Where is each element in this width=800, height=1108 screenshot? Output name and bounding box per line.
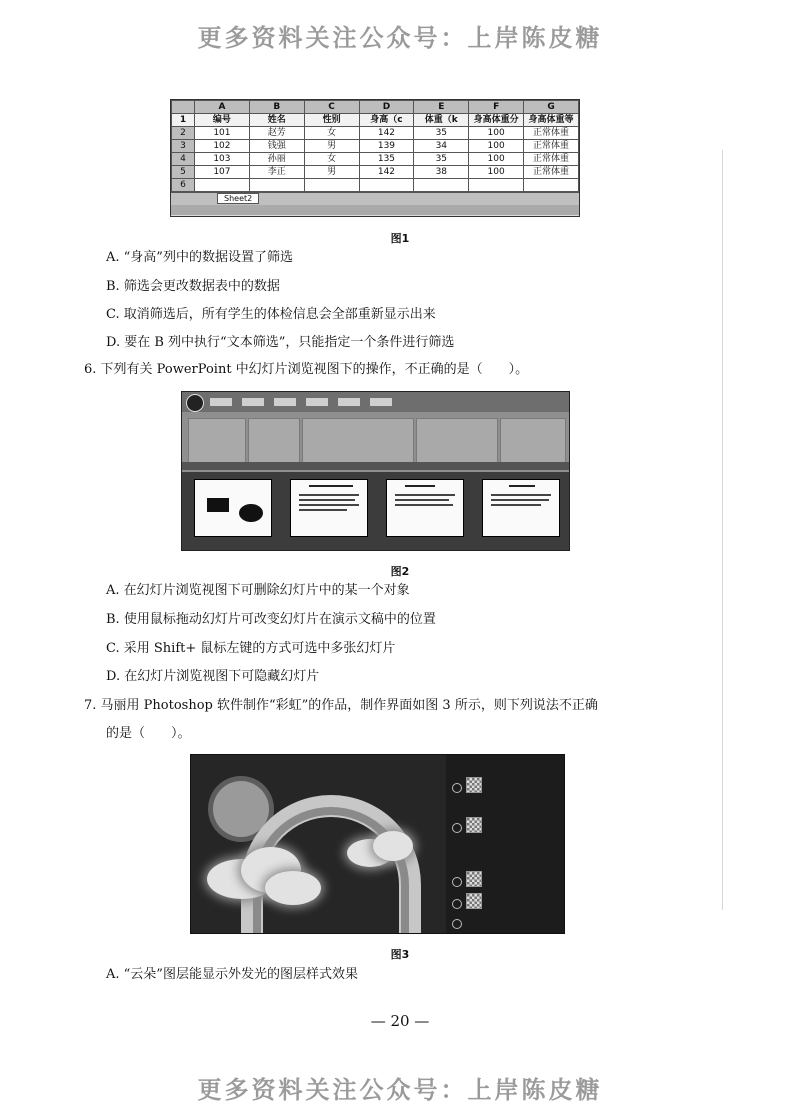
table-row [172, 179, 579, 192]
table-cell: 107 [195, 166, 250, 179]
slide-text-line [491, 494, 551, 496]
eye-icon [452, 877, 462, 887]
figure-3-photoshop [190, 754, 565, 934]
slide-title-line [405, 485, 435, 487]
table-cell: 35 [414, 127, 469, 140]
row-number: 4 [172, 153, 195, 166]
table-cell: 100 [469, 166, 524, 179]
column-header: D [359, 101, 414, 114]
watermark-top: 更多资料关注公众号：上岸陈皮糖 [197, 24, 603, 52]
table-cell: 101 [195, 127, 250, 140]
header-cell: 编号 [195, 114, 250, 127]
figure-2-caption: 图2 [390, 565, 410, 578]
table-cell [414, 179, 469, 192]
table-cell: 34 [414, 140, 469, 153]
table-cell: 李正 [249, 166, 304, 179]
table-cell: 孙丽 [249, 153, 304, 166]
corner-cell [172, 101, 195, 114]
table-cell [359, 179, 414, 192]
slide-text-line [395, 494, 455, 496]
table-cell: 38 [414, 166, 469, 179]
table-cell: 102 [195, 140, 250, 153]
q6-option-c: C. 采用 Shift+ 鼠标左键的方式可选中多张幻灯片 [106, 641, 396, 656]
layer-thumbnail [466, 893, 482, 909]
table-cell: 100 [469, 140, 524, 153]
rectangle-shape [207, 498, 229, 512]
figure-1-spreadsheet [170, 99, 580, 217]
layer-thumbnail [466, 817, 482, 833]
menu-bar [182, 392, 569, 412]
slide-text-line [491, 504, 541, 506]
spreadsheet-table [171, 100, 579, 192]
layers-panel [446, 755, 565, 934]
figure-3-caption: 图3 [390, 948, 410, 961]
table-cell: 正常体重 [524, 153, 579, 166]
table-cell: 135 [359, 153, 414, 166]
slide-text-line [299, 499, 355, 501]
slide-text-line [299, 494, 359, 496]
watermark-bottom: 更多资料关注公众号：上岸陈皮糖 [197, 1076, 603, 1104]
column-header: C [304, 101, 359, 114]
table-row [172, 127, 579, 140]
sheet-tab-active: Sheet2 [217, 193, 259, 204]
layer-thumbnail [466, 871, 482, 887]
column-header: F [469, 101, 524, 114]
row-number: 6 [172, 179, 195, 192]
header-cell: 姓名 [249, 114, 304, 127]
slide-thumbnail-3 [386, 479, 464, 537]
table-row [172, 140, 579, 153]
slide-text-line [299, 509, 347, 511]
q6-option-d: D. 在幻灯片浏览视图下可隐藏幻灯片 [106, 669, 320, 684]
q7-option-a: A. “云朵”图层能显示外发光的图层样式效果 [106, 967, 358, 982]
ribbon-group [500, 418, 566, 464]
q6-option-a: A. 在幻灯片浏览视图下可删除幻灯片中的某一个对象 [106, 583, 410, 598]
q7-stem-line-1: 7. 马丽用 Photoshop 软件制作“彩虹”的作品，制作界面如图 3 所示，则下列说法不正确 [84, 698, 598, 713]
page-number: — 20 — [370, 1012, 430, 1030]
spreadsheet-status-bar [171, 205, 579, 215]
table-cell: 100 [469, 153, 524, 166]
eye-icon [452, 823, 462, 833]
row-number: 5 [172, 166, 195, 179]
q5-option-c: C. 取消筛选后，所有学生的体检信息会全部重新显示出来 [106, 307, 436, 322]
column-header-row [172, 101, 579, 114]
table-cell: 正常体重 [524, 140, 579, 153]
header-cell: 体重（k [414, 114, 469, 127]
margin-rule [722, 150, 723, 910]
header-cell: 身高体重分 [469, 114, 524, 127]
office-button-icon [186, 394, 204, 412]
table-cell [195, 179, 250, 192]
slide-thumbnail-1 [194, 479, 272, 537]
table-cell: 139 [359, 140, 414, 153]
layer-thumbnail [466, 777, 482, 793]
menu-tab [338, 398, 360, 406]
q6-option-b: B. 使用鼠标拖动幻灯片可改变幻灯片在演示文稿中的位置 [106, 612, 436, 627]
table-cell: 赵芳 [249, 127, 304, 140]
header-cell: 性别 [304, 114, 359, 127]
column-header: G [524, 101, 579, 114]
sheet-tabs [171, 192, 579, 205]
table-cell [304, 179, 359, 192]
column-header: B [249, 101, 304, 114]
ribbon [182, 392, 569, 472]
table-cell: 钱强 [249, 140, 304, 153]
figure-1-caption: 图1 [390, 232, 410, 245]
q5-option-d: D. 要在 B 列中执行“文本筛选”，只能指定一个条件进行筛选 [106, 335, 455, 350]
ribbon-group [416, 418, 498, 464]
eye-icon [452, 899, 462, 909]
table-cell [249, 179, 304, 192]
table-cell: 正常体重 [524, 127, 579, 140]
table-cell: 103 [195, 153, 250, 166]
table-cell: 男 [304, 166, 359, 179]
menu-tab [210, 398, 232, 406]
ellipse-shape [239, 504, 263, 522]
column-header: A [195, 101, 250, 114]
slide-text-line [395, 504, 453, 506]
table-row [172, 166, 579, 179]
slide-text-line [395, 499, 449, 501]
row-number: 2 [172, 127, 195, 140]
ribbon-group [248, 418, 300, 464]
eye-icon [452, 919, 462, 929]
menu-tab [274, 398, 296, 406]
row-number: 3 [172, 140, 195, 153]
header-cell: 身高体重等 [524, 114, 579, 127]
ribbon-bottom-bar [182, 462, 569, 470]
slide-text-line [491, 499, 549, 501]
q5-option-b: B. 筛选会更改数据表中的数据 [106, 279, 280, 294]
table-cell: 女 [304, 127, 359, 140]
ribbon-group [188, 418, 246, 464]
eye-icon [452, 783, 462, 793]
table-cell [469, 179, 524, 192]
figure-2-powerpoint [181, 391, 570, 551]
slide-text-line [299, 504, 359, 506]
q6-stem: 6. 下列有关 PowerPoint 中幻灯片浏览视图下的操作，不正确的是（ ）。 [84, 362, 529, 377]
q5-option-a: A. “身高”列中的数据设置了筛选 [106, 250, 293, 265]
row-number: 1 [172, 114, 195, 127]
slide-title-line [509, 485, 535, 487]
cloud-image [373, 831, 413, 861]
table-row [172, 153, 579, 166]
slide-thumbnail-2 [290, 479, 368, 537]
cloud-image [265, 871, 321, 905]
table-cell: 100 [469, 127, 524, 140]
ribbon-group [302, 418, 414, 464]
table-cell: 142 [359, 127, 414, 140]
table-cell: 正常体重 [524, 166, 579, 179]
header-cell: 身高（c [359, 114, 414, 127]
q7-stem-line-2: 的是（ ）。 [106, 726, 191, 741]
table-cell: 男 [304, 140, 359, 153]
column-header: E [414, 101, 469, 114]
table-header-row [172, 114, 579, 127]
slide-thumbnail-4 [482, 479, 560, 537]
table-cell: 142 [359, 166, 414, 179]
slide-title-line [309, 485, 353, 487]
menu-tab [306, 398, 328, 406]
menu-tab [242, 398, 264, 406]
table-cell: 女 [304, 153, 359, 166]
photoshop-canvas [191, 755, 446, 934]
table-cell: 35 [414, 153, 469, 166]
menu-tab [370, 398, 392, 406]
table-cell [524, 179, 579, 192]
